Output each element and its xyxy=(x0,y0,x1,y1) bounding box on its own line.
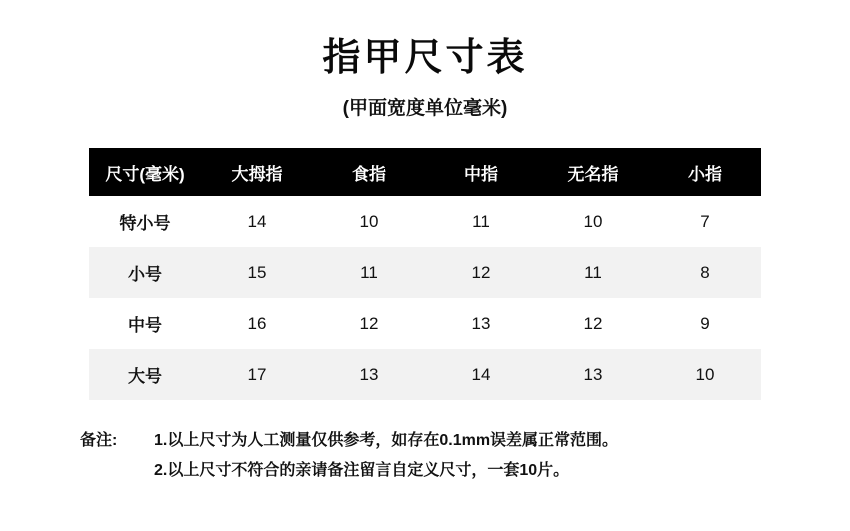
cell-thumb: 16 xyxy=(247,313,267,333)
table-body xyxy=(89,196,761,400)
cell-index-finger: 11 xyxy=(360,262,378,282)
row-label: 中号 xyxy=(128,316,162,335)
column-header-ring-finger: 无名指 xyxy=(537,148,649,196)
notes-section xyxy=(80,426,770,486)
size-table xyxy=(89,148,761,400)
cell-little-finger: 10 xyxy=(695,364,715,384)
cell-middle-finger: 11 xyxy=(472,211,490,231)
column-header-index-finger: 食指 xyxy=(313,148,425,196)
cell-thumb: 17 xyxy=(247,364,267,384)
row-label: 大号 xyxy=(128,367,162,386)
cell-little-finger: 9 xyxy=(700,313,710,333)
table-header xyxy=(89,148,761,196)
page-title: 指甲尺寸表 xyxy=(322,37,528,79)
cell-middle-finger: 14 xyxy=(471,364,491,384)
table-row xyxy=(89,349,761,400)
row-label: 小号 xyxy=(128,265,162,284)
size-table-container xyxy=(89,148,761,400)
cell-thumb: 14 xyxy=(247,211,267,231)
cell-index-finger: 13 xyxy=(359,364,379,384)
note-line xyxy=(80,456,770,486)
row-label: 特小号 xyxy=(119,214,171,233)
table-row xyxy=(89,247,761,298)
column-header-middle-finger: 中指 xyxy=(425,148,537,196)
cell-thumb: 15 xyxy=(247,262,267,282)
cell-index-finger: 12 xyxy=(359,313,379,333)
cell-little-finger: 8 xyxy=(700,262,710,282)
table-row xyxy=(89,298,761,349)
cell-ring-finger: 11 xyxy=(584,262,602,282)
cell-little-finger: 7 xyxy=(700,211,710,231)
note-line xyxy=(80,426,770,456)
cell-ring-finger: 13 xyxy=(583,364,603,384)
cell-middle-finger: 13 xyxy=(471,313,491,333)
note-text-1: 1.以上尺寸为人工测量仅供参考，如存在0.1mm误差属正常范围。 xyxy=(154,432,619,449)
table-header-row xyxy=(89,148,761,196)
note-text-2: 2.以上尺寸不符合的亲请备注留言自定义尺寸，一套10片。 xyxy=(154,462,570,479)
cell-index-finger: 10 xyxy=(359,211,379,231)
cell-ring-finger: 10 xyxy=(583,211,603,231)
size-chart-page xyxy=(0,26,850,531)
cell-middle-finger: 12 xyxy=(471,262,491,282)
notes-label: 备注: xyxy=(80,432,118,449)
table-row xyxy=(89,196,761,247)
column-header-size: 尺寸(毫米) xyxy=(89,148,201,196)
cell-ring-finger: 12 xyxy=(583,313,603,333)
page-subtitle: (甲面宽度单位毫米) xyxy=(342,98,508,119)
column-header-little-finger: 小指 xyxy=(649,148,761,196)
column-header-thumb: 大拇指 xyxy=(201,148,313,196)
